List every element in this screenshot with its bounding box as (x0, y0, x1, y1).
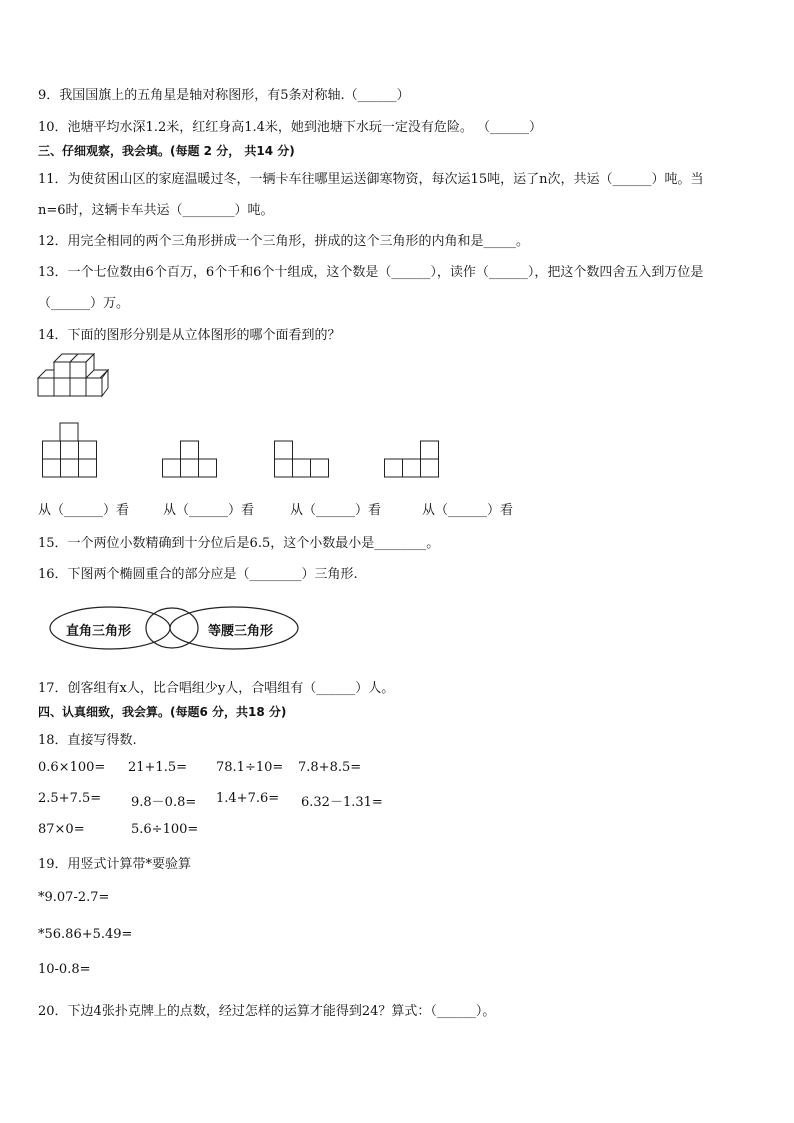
calc-r1-c3: 78.1÷10= (216, 760, 284, 775)
cube-stack-figure (36, 352, 110, 400)
ellipse-left-label: 直角三角形 (66, 624, 132, 639)
question-19: 19．用竖式计算带*要验算 (38, 857, 192, 872)
question-9: 9．我国国旗上的五角星是轴对称图形，有5条对称轴.（______） (38, 88, 410, 103)
view-label-4: 从（______）看 (422, 503, 514, 518)
question-15: 15．一个两位小数精确到十分位后是6.5，这个小数最小是________。 (38, 536, 440, 551)
calc-r1-c2: 21+1.5= (128, 760, 188, 775)
calc-r1-c1: 0.6×100= (38, 760, 106, 775)
q19-item-3: 10-0.8= (38, 962, 91, 977)
view-figure-3 (274, 440, 330, 478)
question-20: 20．下边4张扑克牌上的点数，经过怎样的运算才能得到24？算式：（______）。 (38, 1004, 496, 1019)
q19-item-2: *56.86+5.49= (38, 927, 133, 942)
question-16: 16．下图两个椭圆重合的部分应是（________）三角形. (38, 567, 358, 582)
calc-r2-c2: 9.8－0.8= (131, 795, 197, 810)
q19-item-1: *9.07-2.7= (38, 890, 110, 905)
question-14: 14．下面的图形分别是从立体图形的哪个面看到的？ (38, 328, 341, 343)
question-18: 18．直接写得数. (38, 733, 137, 748)
question-12: 12．用完全相同的两个三角形拼成一个三角形，拼成的这个三角形的内角和是_____。 (38, 234, 530, 249)
calc-r3-c2: 5.6÷100= (131, 822, 199, 837)
question-11-line1: 11．为使贫困山区的家庭温暖过冬，一辆卡车往哪里运送御寒物资，每次运15吨，运了n次，共运（______）吨。当 (38, 172, 704, 187)
question-10: 10．池塘平均水深1.2米，红红身高1.4米，她到池塘下水玩一定没有危险。 （______） (38, 120, 543, 135)
ellipse-right-label: 等腰三角形 (208, 624, 274, 639)
section-3-heading: 三、仔细观察，我会填。(每题 2 分， 共14 分) (38, 144, 295, 158)
section-4-heading: 四、认真细致，我会算。(每题6 分，共18 分) (38, 705, 287, 719)
calc-r3-c1: 87×0= (38, 822, 85, 837)
view-figure-1 (42, 422, 98, 478)
view-figure-4 (384, 440, 440, 478)
view-label-3: 从（______）看 (290, 503, 382, 518)
view-label-1: 从（______）看 (38, 503, 130, 518)
calc-r2-c1: 2.5+7.5= (38, 791, 102, 806)
question-13-line2: （______）万。 (38, 296, 130, 311)
calc-r2-c4: 6.32－1.31= (301, 795, 383, 810)
question-17: 17．创客组有x人，比合唱组少y人，合唱组有（______）人。 (38, 681, 395, 696)
calc-r2-c3: 1.4+7.6= (216, 791, 280, 806)
view-label-2: 从（______）看 (163, 503, 255, 518)
calc-r1-c4: 7.8+8.5= (298, 760, 362, 775)
view-figure-2 (162, 440, 218, 478)
question-13-line1: 13．一个七位数由6个百万，6个千和6个十组成，这个数是（______），读作（______），把这个数四舍五入到万位是 (38, 265, 704, 280)
question-11-line2: n=6时，这辆卡车共运（________）吨。 (38, 203, 274, 218)
